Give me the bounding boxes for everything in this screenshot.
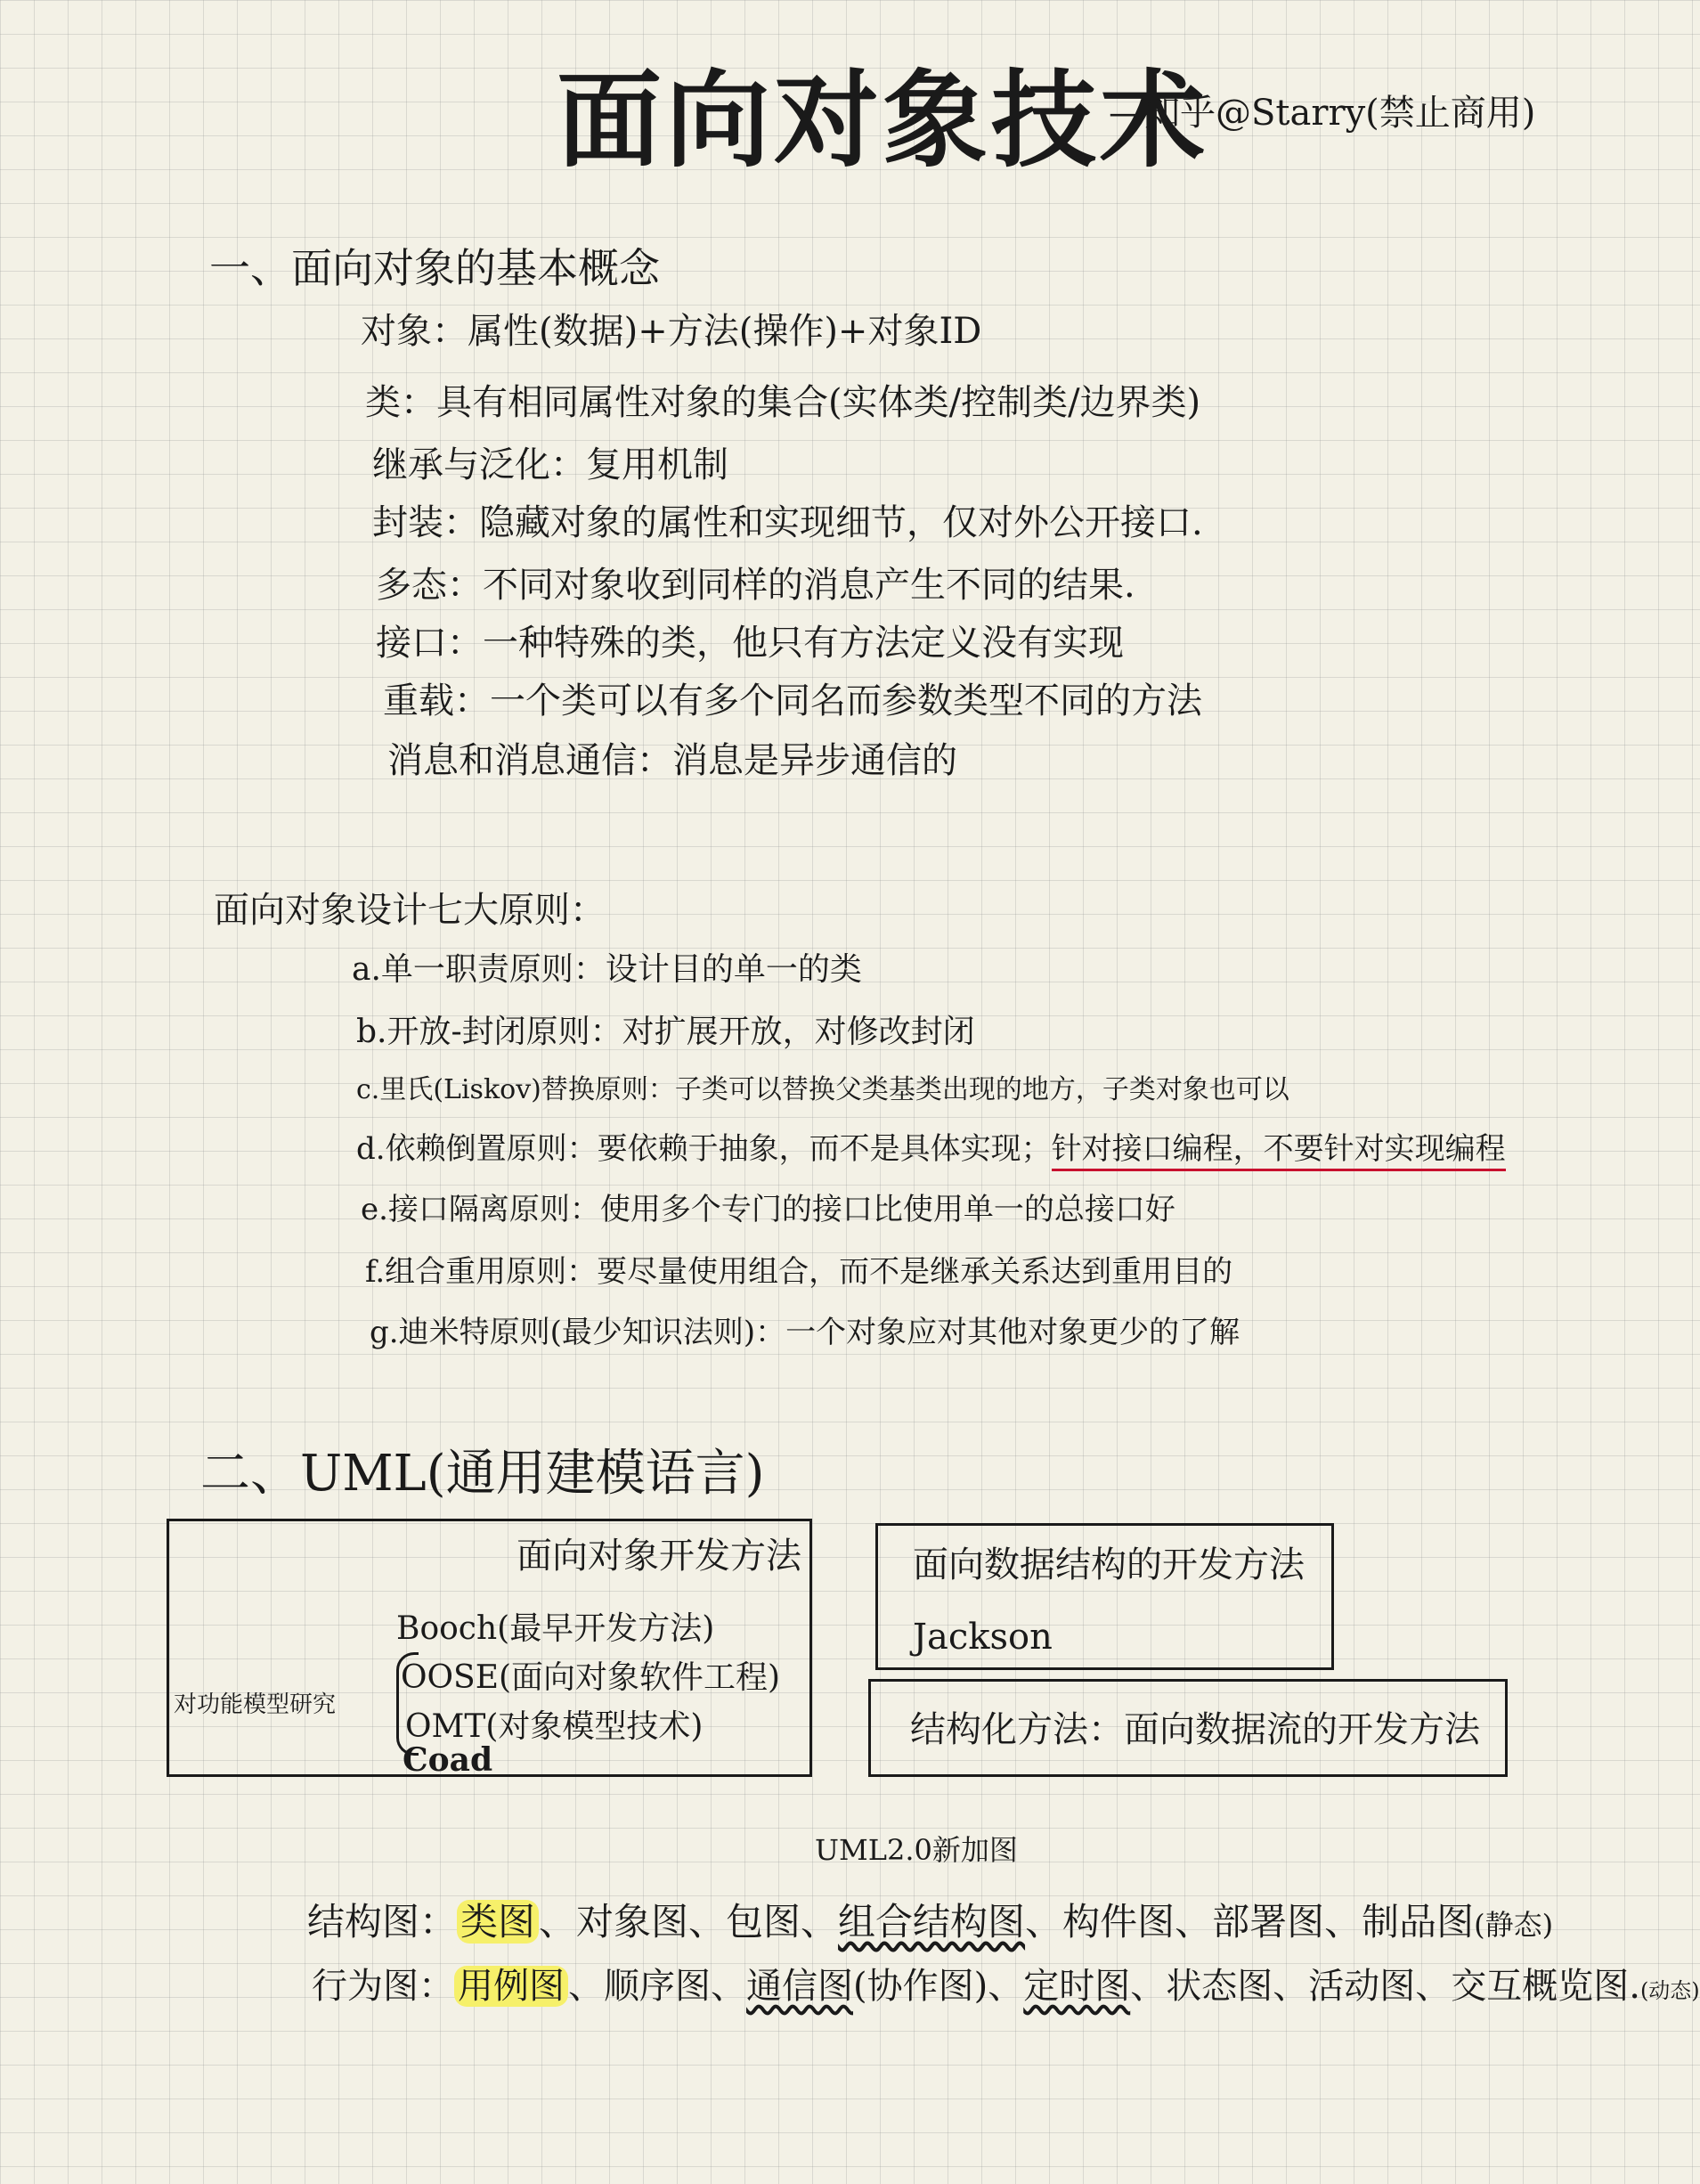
- oo-coad: Coad: [403, 1741, 493, 1779]
- structured-methods-text: 结构化方法：面向数据流的开发方法: [910, 1709, 1480, 1750]
- concept-interface: 接口：一种特殊的类，他只有方法定义没有实现: [376, 623, 1124, 664]
- oo-booch: Booch(最早开发方法): [396, 1610, 715, 1647]
- concept-inheritance: 继承与泛化：复用机制: [372, 444, 728, 485]
- structure-note: (静态): [1474, 1908, 1554, 1942]
- principles-heading: 面向对象设计七大原则：: [214, 890, 606, 931]
- behavior-rest-a: 、顺序图、: [568, 1966, 746, 2007]
- principle-d-prefix: d.依赖倒置原则：要依赖于抽象，而不是具体实现；: [356, 1131, 1052, 1167]
- structure-label: 结构图：: [307, 1900, 458, 1944]
- behavior-label: 行为图：: [312, 1966, 454, 2007]
- structure-composite: 组合结构图: [838, 1900, 1026, 1944]
- oo-methods-title: 面向对象开发方法: [517, 1536, 801, 1577]
- behavior-note: (动态): [1639, 1978, 1700, 2003]
- page-title: 面向对象技术: [557, 58, 1209, 182]
- principle-b: b.开放-封闭原则：对扩展开放，对修改封闭: [356, 1014, 975, 1050]
- concept-object: 对象：属性(数据)+方法(操作)+对象ID: [361, 311, 982, 352]
- behavior-communication: 通信图: [746, 1966, 853, 2007]
- oo-oose: OOSE(面向对象软件工程): [401, 1659, 781, 1696]
- section2-heading: 二、UML(通用建模语言): [200, 1445, 765, 1503]
- behavior-rest-b: (协作图)、: [853, 1966, 1024, 2007]
- principle-d-underlined: 针对接口编程，不要针对实现编程: [1052, 1131, 1506, 1171]
- principle-f: f.组合重用原则：要尽量使用组合，而不是继承关系达到重用目的: [365, 1254, 1233, 1290]
- behavior-diagrams-line: [312, 1958, 1700, 2009]
- principle-a: a.单一职责原则：设计目的单一的类: [352, 951, 862, 988]
- structure-rest-b: 、构件图、部署图、制品图: [1025, 1900, 1475, 1944]
- behavior-usecase-diagram: 用例图: [454, 1966, 568, 2007]
- concept-polymorphism: 多态：不同对象收到同样的消息产生不同的结果.: [376, 565, 1135, 606]
- behavior-rest-c: 、状态图、活动图、交互概览图.: [1130, 1966, 1640, 2007]
- uml-new-caption: UML2.0新加图: [815, 1833, 1018, 1867]
- ds-jackson: Jackson: [913, 1617, 1053, 1658]
- structure-class-diagram: 类图: [457, 1900, 539, 1944]
- concept-message: 消息和消息通信：消息是异步通信的: [387, 740, 957, 781]
- oo-bracket: [396, 1652, 419, 1756]
- principle-c: c.里氏(Liskov)替换原则：子类可以替换父类基类出现的地方，子类对象也可以: [356, 1074, 1289, 1105]
- concept-encapsulation: 封装：隐藏对象的属性和实现细节，仅对外公开接口.: [372, 502, 1203, 543]
- author-note: —知乎@Starry(禁止商用): [1109, 93, 1536, 134]
- oo-side-label: 对功能模型研究: [174, 1691, 337, 1718]
- section1-heading: 一、面向对象的基本概念: [209, 244, 660, 292]
- concept-overload: 重载：一个类可以有多个同名而参数类型不同的方法: [383, 680, 1202, 721]
- structure-diagrams-line: [307, 1893, 1553, 1946]
- structure-rest-a: 、对象图、包图、: [539, 1900, 839, 1944]
- ds-methods-title: 面向数据结构的开发方法: [913, 1544, 1305, 1585]
- principle-e: e.接口隔离原则：使用多个专门的接口比使用单一的总接口好: [361, 1192, 1175, 1227]
- concept-class: 类：具有相同属性对象的集合(实体类/控制类/边界类): [365, 382, 1201, 423]
- behavior-timing: 定时图: [1023, 1966, 1131, 2007]
- principle-g: g.迪米特原则(最少知识法则)：一个对象应对其他对象更少的了解: [370, 1315, 1240, 1350]
- principle-d: [356, 1124, 1506, 1168]
- oo-omt: OMT(对象模型技术): [405, 1708, 704, 1745]
